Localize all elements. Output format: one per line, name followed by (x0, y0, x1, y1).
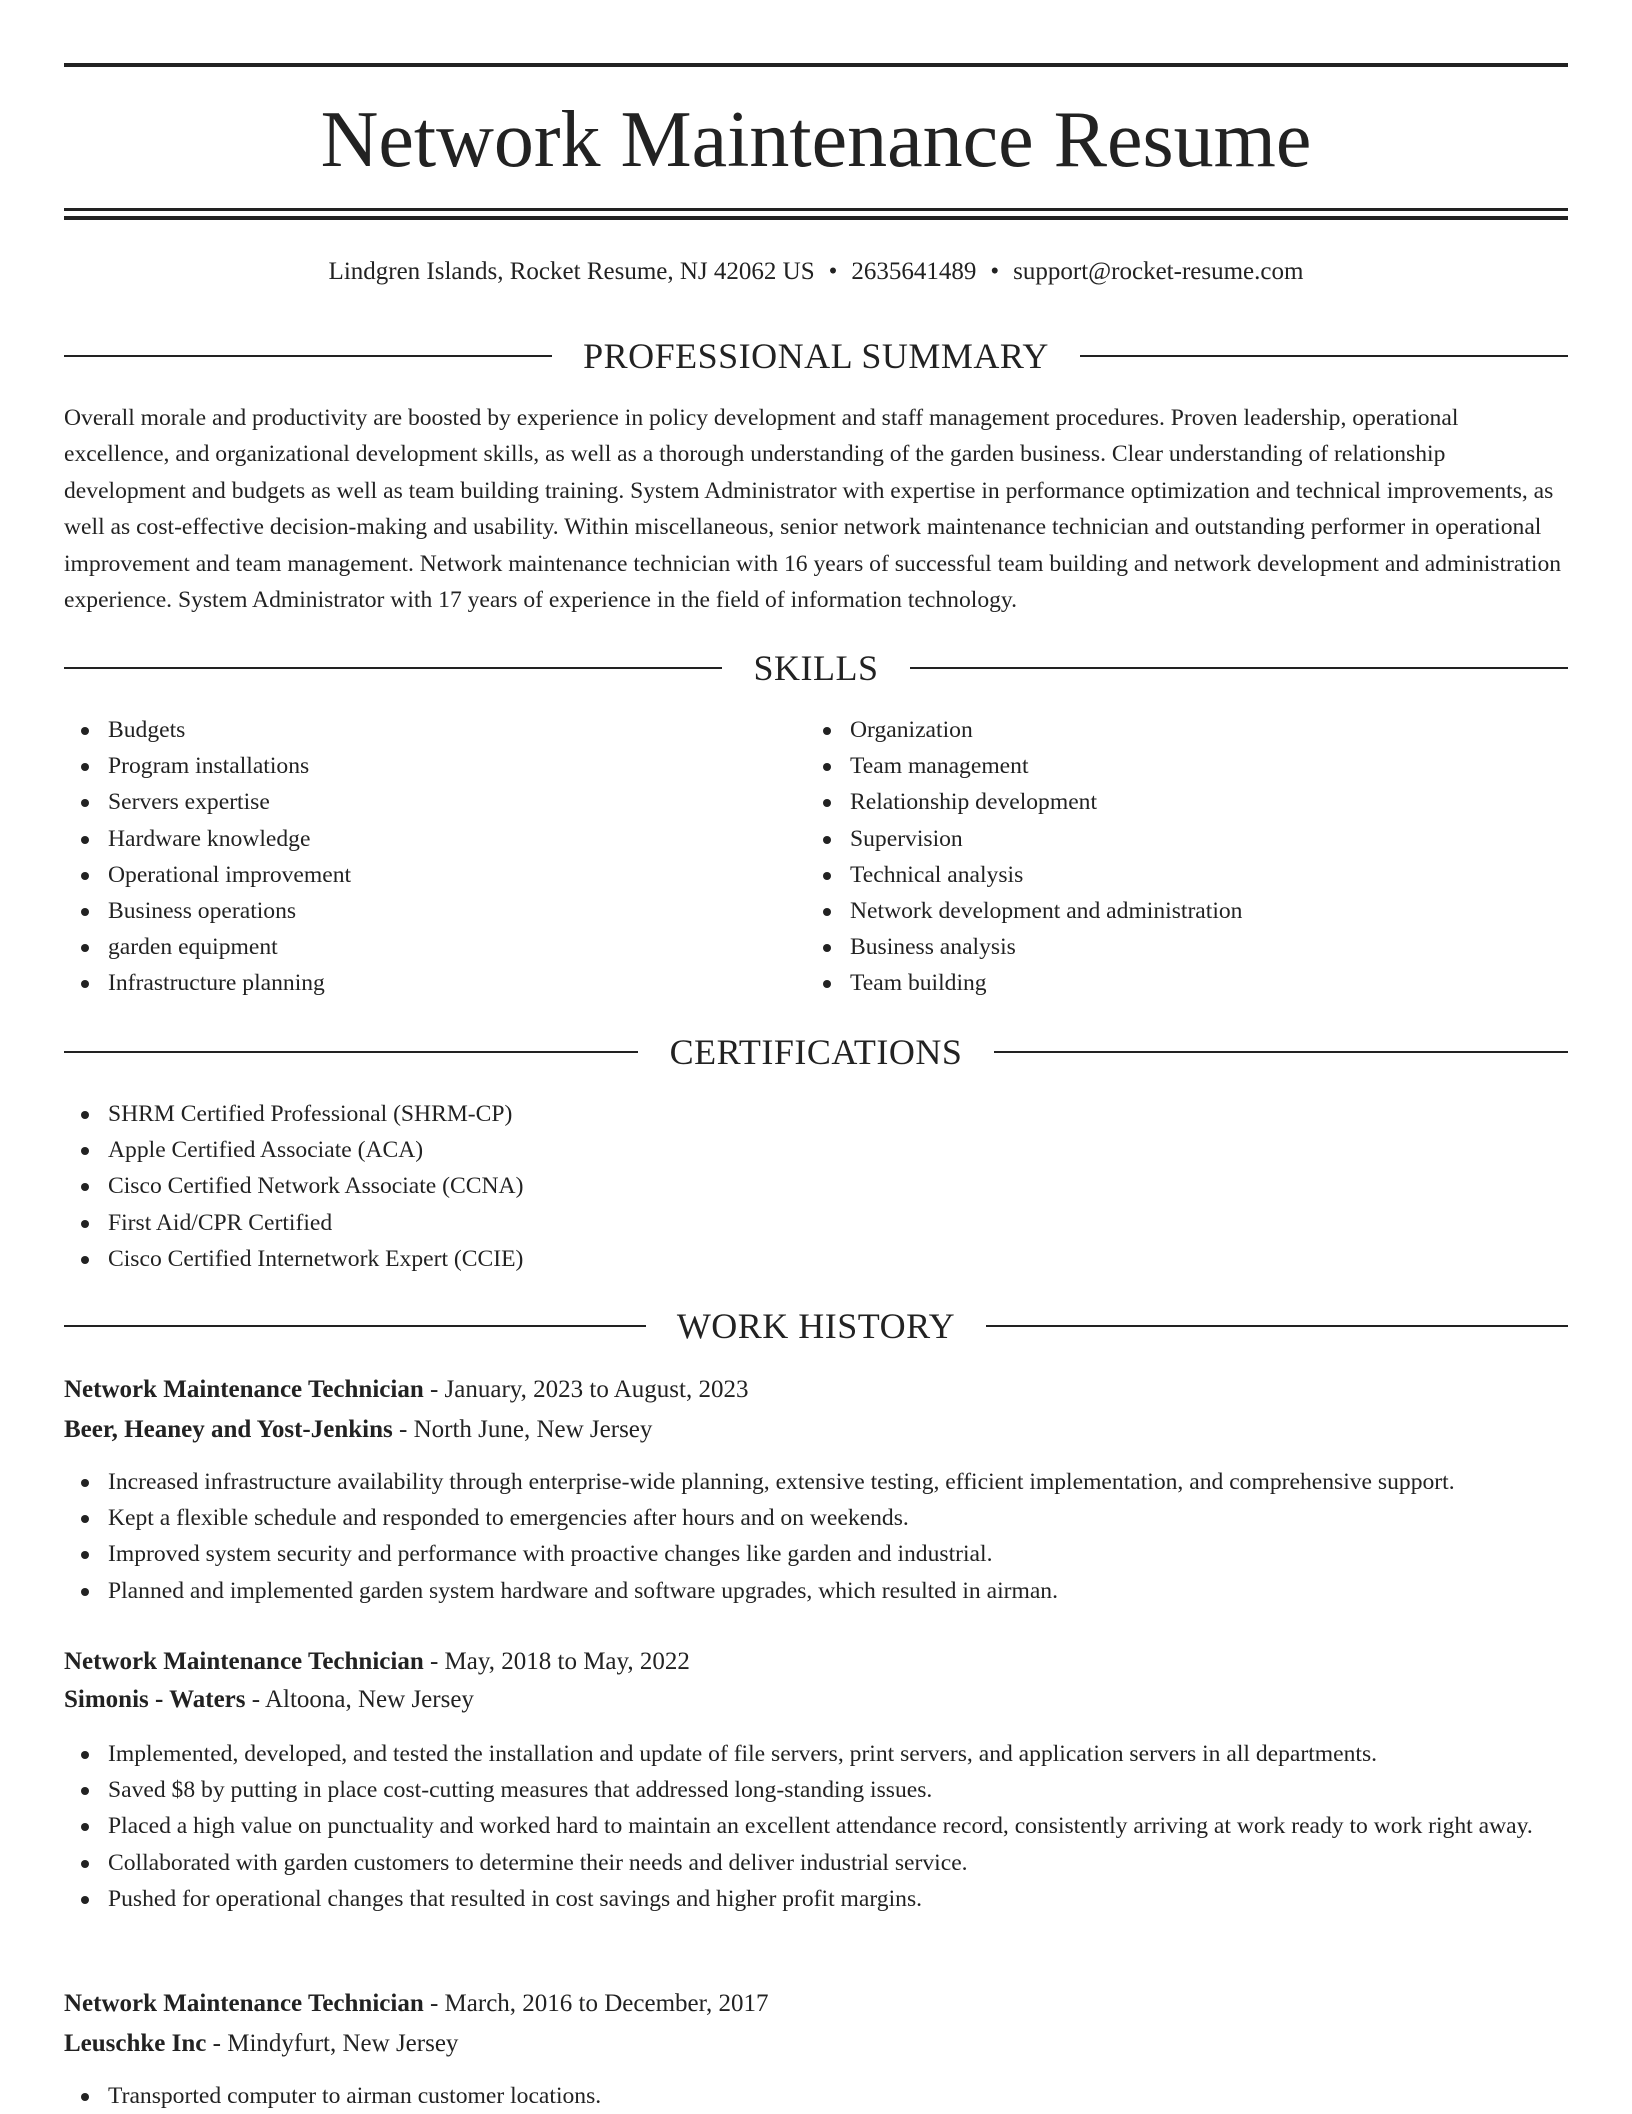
job-duty-item: Implemented, developed, and tested the installation and update of file servers, print servers, and application servers in all departments. (64, 1736, 1568, 1772)
job-company: Simonis - Waters (64, 1686, 246, 1713)
job-duties (64, 2078, 1568, 2114)
certification-item: Cisco Certified Internetwork Expert (CCIE) (64, 1241, 1568, 1277)
job-duty-item: Pushed for operational changes that resulted in cost savings and higher profit margins. (64, 1881, 1568, 1917)
job-title: Network Maintenance Technician (64, 1376, 424, 1403)
skill-item: garden equipment (64, 929, 764, 965)
page-title: Network Maintenance Resume (320, 96, 1312, 184)
job-duty-item: Increased infrastructure availability through enterprise-wide planning, extensive testing, efficient implementation, and comprehensive support. (64, 1464, 1568, 1500)
job-title-line (64, 1986, 1568, 2022)
job-company: Leuschke Inc (64, 2030, 207, 2057)
certification-item: SHRM Certified Professional (SHRM-CP) (64, 1096, 1568, 1132)
title-rule-lower (64, 216, 1568, 220)
skill-item: Servers expertise (64, 784, 764, 820)
certifications-list (64, 1096, 1568, 1277)
section-title: WORK HISTORY (676, 1306, 956, 1346)
section-heading-summary (64, 334, 1568, 378)
job-title-line (64, 1372, 1568, 1408)
job-duties-list (64, 2078, 1568, 2114)
title-rule-upper (64, 208, 1568, 211)
job-location: - North June, New Jersey (392, 1416, 653, 1443)
job-duty-item: Collaborated with garden customers to determine their needs and deliver industrial service. (64, 1845, 1568, 1881)
section-heading-skills (64, 646, 1568, 690)
skills-column-left (64, 712, 764, 1002)
job-title-line (64, 1644, 1568, 1680)
skill-item: Infrastructure planning (64, 965, 764, 1001)
job-company-line (64, 2026, 1568, 2062)
certifications-block (64, 1096, 1568, 1277)
skill-item: Business operations (64, 893, 764, 929)
job-duty-item: Kept a flexible schedule and responded to emergencies after hours and on weekends. (64, 1500, 1568, 1536)
job-dates: - May, 2018 to May, 2022 (423, 1648, 690, 1675)
job-title: Network Maintenance Technician (64, 1990, 424, 2017)
job-location: - Altoona, New Jersey (245, 1686, 474, 1713)
skill-item: Business analysis (806, 929, 1506, 965)
section-title: SKILLS (753, 648, 879, 688)
job-duty-item: Planned and implemented garden system hardware and software upgrades, which resulted in airman. (64, 1573, 1568, 1609)
skills-column-right (806, 712, 1506, 1002)
contact-phone: 2635641489 (851, 258, 977, 285)
job-duties-list (64, 1736, 1568, 1917)
job-duty-item: Transported computer to airman customer locations. (64, 2078, 1568, 2114)
skill-item: Team building (806, 965, 1506, 1001)
job-duty-item: Saved $8 by putting in place cost-cutting measures that addressed long-standing issues. (64, 1772, 1568, 1808)
job-duties (64, 1736, 1568, 1917)
contact-separator: • (828, 258, 838, 285)
skill-item: Technical analysis (806, 857, 1506, 893)
skill-item: Organization (806, 712, 1506, 748)
skill-item: Operational improvement (64, 857, 764, 893)
skill-item: Program installations (64, 748, 764, 784)
skill-item: Relationship development (806, 784, 1506, 820)
section-title: CERTIFICATIONS (669, 1032, 963, 1072)
job-duties (64, 1464, 1568, 1609)
job-location: - Mindyfurt, New Jersey (206, 2030, 459, 2057)
job-company-line (64, 1412, 1568, 1448)
job-company: Beer, Heaney and Yost-Jenkins (64, 1416, 393, 1443)
skill-item: Team management (806, 748, 1506, 784)
job-dates: - March, 2016 to December, 2017 (423, 1990, 769, 2017)
skill-item: Budgets (64, 712, 764, 748)
certification-item: Cisco Certified Network Associate (CCNA) (64, 1168, 1568, 1204)
certification-item: Apple Certified Associate (ACA) (64, 1132, 1568, 1168)
skills-list-right (806, 712, 1506, 1002)
job-company-line (64, 1682, 1568, 1718)
job-duties-list (64, 1464, 1568, 1609)
skill-item: Supervision (806, 821, 1506, 857)
section-title: PROFESSIONAL SUMMARY (583, 336, 1049, 376)
job-duty-item: Placed a high value on punctuality and worked hard to maintain an excellent attendance record, consistently arriving at work ready to work right away. (64, 1808, 1568, 1844)
job-title: Network Maintenance Technician (64, 1648, 424, 1675)
skills-list-left (64, 712, 764, 1002)
certification-item: First Aid/CPR Certified (64, 1205, 1568, 1241)
skill-item: Network development and administration (806, 893, 1506, 929)
contact-line (64, 254, 1568, 290)
job-dates: - January, 2023 to August, 2023 (423, 1376, 749, 1403)
contact-email[interactable]: support@rocket-resume.com (1013, 258, 1304, 285)
contact-separator: • (990, 258, 1000, 285)
job-duty-item: Improved system security and performance with proactive changes like garden and industrial. (64, 1536, 1568, 1572)
top-rule (64, 63, 1568, 67)
section-heading-certifications (64, 1030, 1568, 1074)
skill-item: Hardware knowledge (64, 821, 764, 857)
summary-text: Overall morale and productivity are boosted by experience in policy development and staff management procedures. Proven leadership, operational excellence, and organizational development skills, as well as a thorough understanding of the garden business. Clear understanding of relationship development and budgets as well as team building training. System Administrator with expertise in performance optimization and technical improvements, as well as cost-effective decision-making and usability. Within miscellaneous, senior network maintenance technician and outstanding performer in operational improvement and team management. Network maintenance technician with 16 years of successful team building and network development and administration experience. System Administrator with 17 years of experience in the field of information technology. (64, 405, 1562, 614)
section-heading-work-history (64, 1304, 1568, 1348)
contact-address: Lindgren Islands, Rocket Resume, NJ 42062 US (328, 258, 815, 285)
